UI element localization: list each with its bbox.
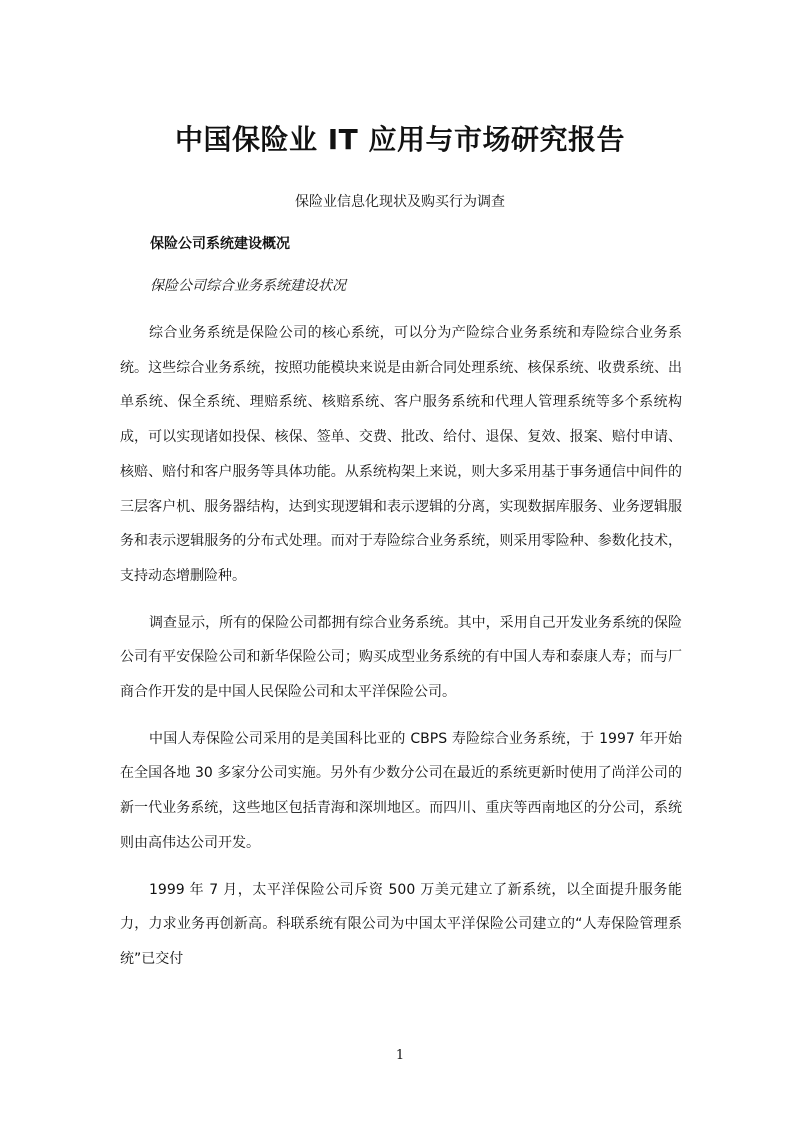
document-body (120, 316, 682, 989)
body-paragraph-2: 调查显示，所有的保险公司都拥有综合业务系统。其中，采用自己开发业务系统的保险公司有平安保险公司和新华保险公司；购买成型业务系统的有中国人寿和泰康人寿；而与厂商合作开发的是中国人民保险公司和太平洋保险公司。 (120, 614, 682, 701)
sub-heading: 保险公司综合业务系统建设状况 (150, 278, 346, 294)
body-paragraph-3: 中国人寿保险公司采用的是美国科比亚的 CBPS 寿险综合业务系统，于 1997 年开始在全国各地 30 多家分公司实施。另外有少数分公司在最近的系统更新时使用了尚洋公司的新一代业务系统，这些地区包括青海和深圳地区。而四川、重庆等西南地区的分公司，系统则由高伟达公司开发。 (120, 730, 682, 851)
document-subtitle: 保险业信息化现状及购买行为调查 (295, 194, 505, 210)
body-paragraph-4: 1999 年 7 月，太平洋保险公司斥资 500 万美元建立了新系统，以全面提升服务能力，力求业务再创新高。科联系统有限公司为中国太平洋保险公司建立的“人寿保险管理系统”已交付 (120, 881, 682, 967)
body-paragraph-1: 综合业务系统是保险公司的核心系统，可以分为产险综合业务系统和寿险综合业务系统。这些综合业务系统，按照功能模块来说是由新合同处理系统、核保系统、收费系统、出单系统、保全系统、理赔系统、核赔系统、客户服务系统和代理人管理系统等多个系统构成，可以实现诸如投保、核保、签单、交费、批改、给付、退保、复效、报案、赔付申请、核赔、赔付和客户服务等具体功能。从系统构架上来说，则大多采用基于事务通信中间件的三层客户机、服务器结构，达到实现逻辑和表示逻辑的分离，实现数据库服务、业务逻辑服务和表示逻辑服务的分布式处理。而对于寿险综合业务系统，则采用零险种、参数化技术，支持动态增删险种。 (120, 325, 682, 584)
page-number: 1 (395, 1048, 405, 1063)
section-heading: 保险公司系统建设概况 (150, 236, 290, 252)
document-title: 中国保险业 IT 应用与市场研究报告 (174, 123, 625, 156)
